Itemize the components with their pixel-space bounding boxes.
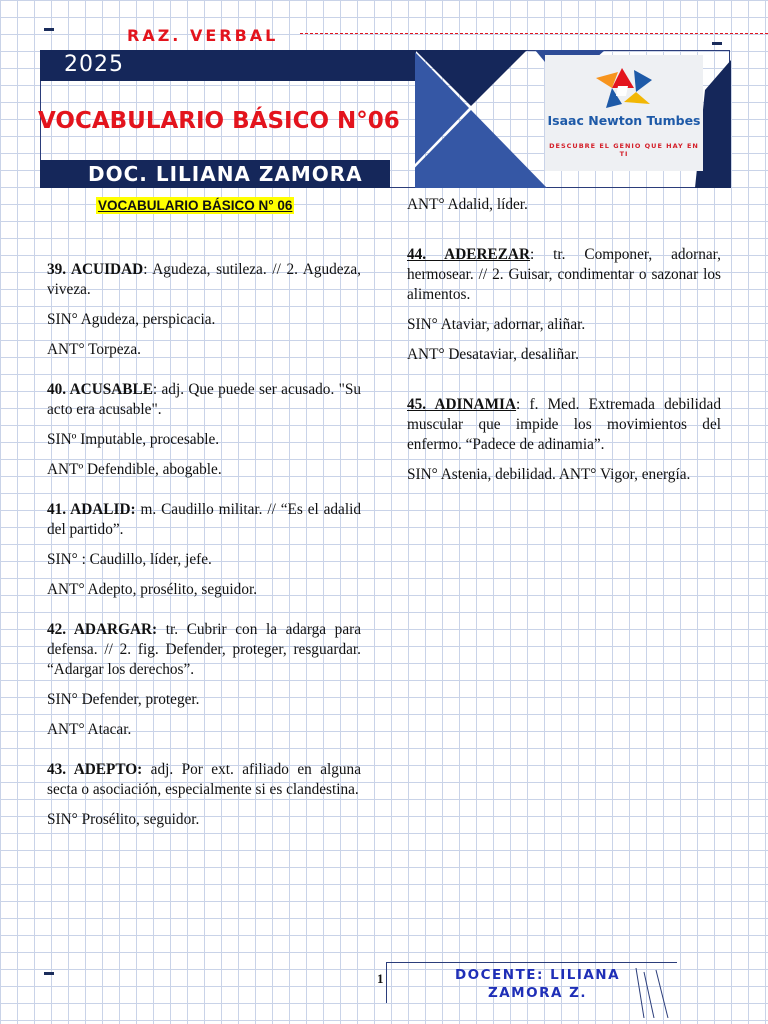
pinwheel-logo-icon xyxy=(592,64,656,112)
subject-label: RAZ. VERBAL xyxy=(127,26,279,45)
entry-antonyms: ANT° Adalid, líder. xyxy=(407,196,528,213)
entry-definition xyxy=(47,500,361,540)
logo-title: Isaac Newton Tumbes xyxy=(547,113,701,128)
footer-docente: DOCENTE: LILIANA ZAMORA Z. xyxy=(454,967,621,1001)
page-title: VOCABULARIO BÁSICO N°06 xyxy=(38,108,400,134)
entry-text: : tr. Componer, adornar, hermosear. // 2. Guisar, condimentar o sazonar los alimentos. xyxy=(407,246,721,303)
entry-term: 40. ACUSABLE xyxy=(47,381,153,398)
right-column xyxy=(407,195,721,495)
entry-term: 43. ADEPTO: xyxy=(47,761,143,778)
entry-term: 42. ADARGAR: xyxy=(47,621,158,638)
entry-text: : adj. Que puede ser acusado. "Su acto era acusable". xyxy=(47,381,362,418)
corner-mark xyxy=(712,42,722,45)
header-rule xyxy=(300,33,768,34)
entry-term: 39. ACUIDAD xyxy=(47,261,144,278)
teacher-name: DOC. LILIANA ZAMORA xyxy=(88,162,363,186)
entry-text: m. Caudillo militar. // “Es el adalid del partido”. xyxy=(47,501,361,538)
page-number: 1 xyxy=(377,971,384,986)
year-label: 2025 xyxy=(64,52,124,77)
entry-term: 41. ADALID: xyxy=(47,501,136,518)
entry-definition xyxy=(407,245,721,305)
corner-mark xyxy=(44,28,54,31)
entry-definition xyxy=(47,620,361,680)
entry-antonyms: ANT° Atacar. xyxy=(47,721,132,738)
section-title: VOCABULARIO BÁSICO N° 06 xyxy=(98,198,293,213)
decorative-lines xyxy=(628,968,678,1018)
corner-mark xyxy=(44,972,54,975)
entry-antonyms: ANT° Desataviar, desaliñar. xyxy=(407,346,580,363)
entry-definition xyxy=(47,380,361,420)
entry-synonyms: SINº Imputable, procesable. xyxy=(47,431,220,448)
entry-term: 44. ADEREZAR xyxy=(407,246,531,263)
entry-antonyms: ANT° Torpeza. xyxy=(47,341,141,358)
entry-synonyms: SIN° Ataviar, adornar, aliñar. xyxy=(407,316,586,333)
entry-synonyms: SIN° Defender, proteger. xyxy=(47,691,200,708)
entry-antonyms: ANTº Defendible, abogable. xyxy=(47,461,222,478)
entry-text: adj. Por ext. afiliado en alguna secta o asociación, especialmente si es clandestina. xyxy=(47,761,361,798)
entry-definition xyxy=(47,760,361,800)
entry-term: 45. ADINAMIA xyxy=(407,396,517,413)
entry-synonyms: SIN° : Caudillo, líder, jefe. xyxy=(47,551,212,568)
entry-antonyms: ANT° Adepto, prosélito, seguidor. xyxy=(47,581,258,598)
entry-text: tr. Cubrir con la adarga para defensa. // 2. fig. Defender, proteger, resguardar. “Adargar los derechos”. xyxy=(47,621,361,678)
entry-definition xyxy=(407,395,721,455)
left-column xyxy=(47,260,361,840)
entry-text: : f. Med. Extremada debilidad muscular que impide los movimientos del enfermo. “Padece de adinamia”. xyxy=(407,396,721,453)
entry-definition xyxy=(47,260,361,300)
entry-synonyms: SIN° Prosélito, seguidor. xyxy=(47,811,200,828)
logo-tagline: DESCUBRE EL GENIO QUE HAY EN TI xyxy=(549,142,699,158)
entry-text: : Agudeza, sutileza. // 2. Agudeza, viveza. xyxy=(47,261,361,298)
entry-synonyms: SIN° Agudeza, perspicacia. xyxy=(47,311,216,328)
entry-synonyms-antonyms: SIN° Astenia, debilidad. ANT° Vigor, energía. xyxy=(407,466,691,483)
